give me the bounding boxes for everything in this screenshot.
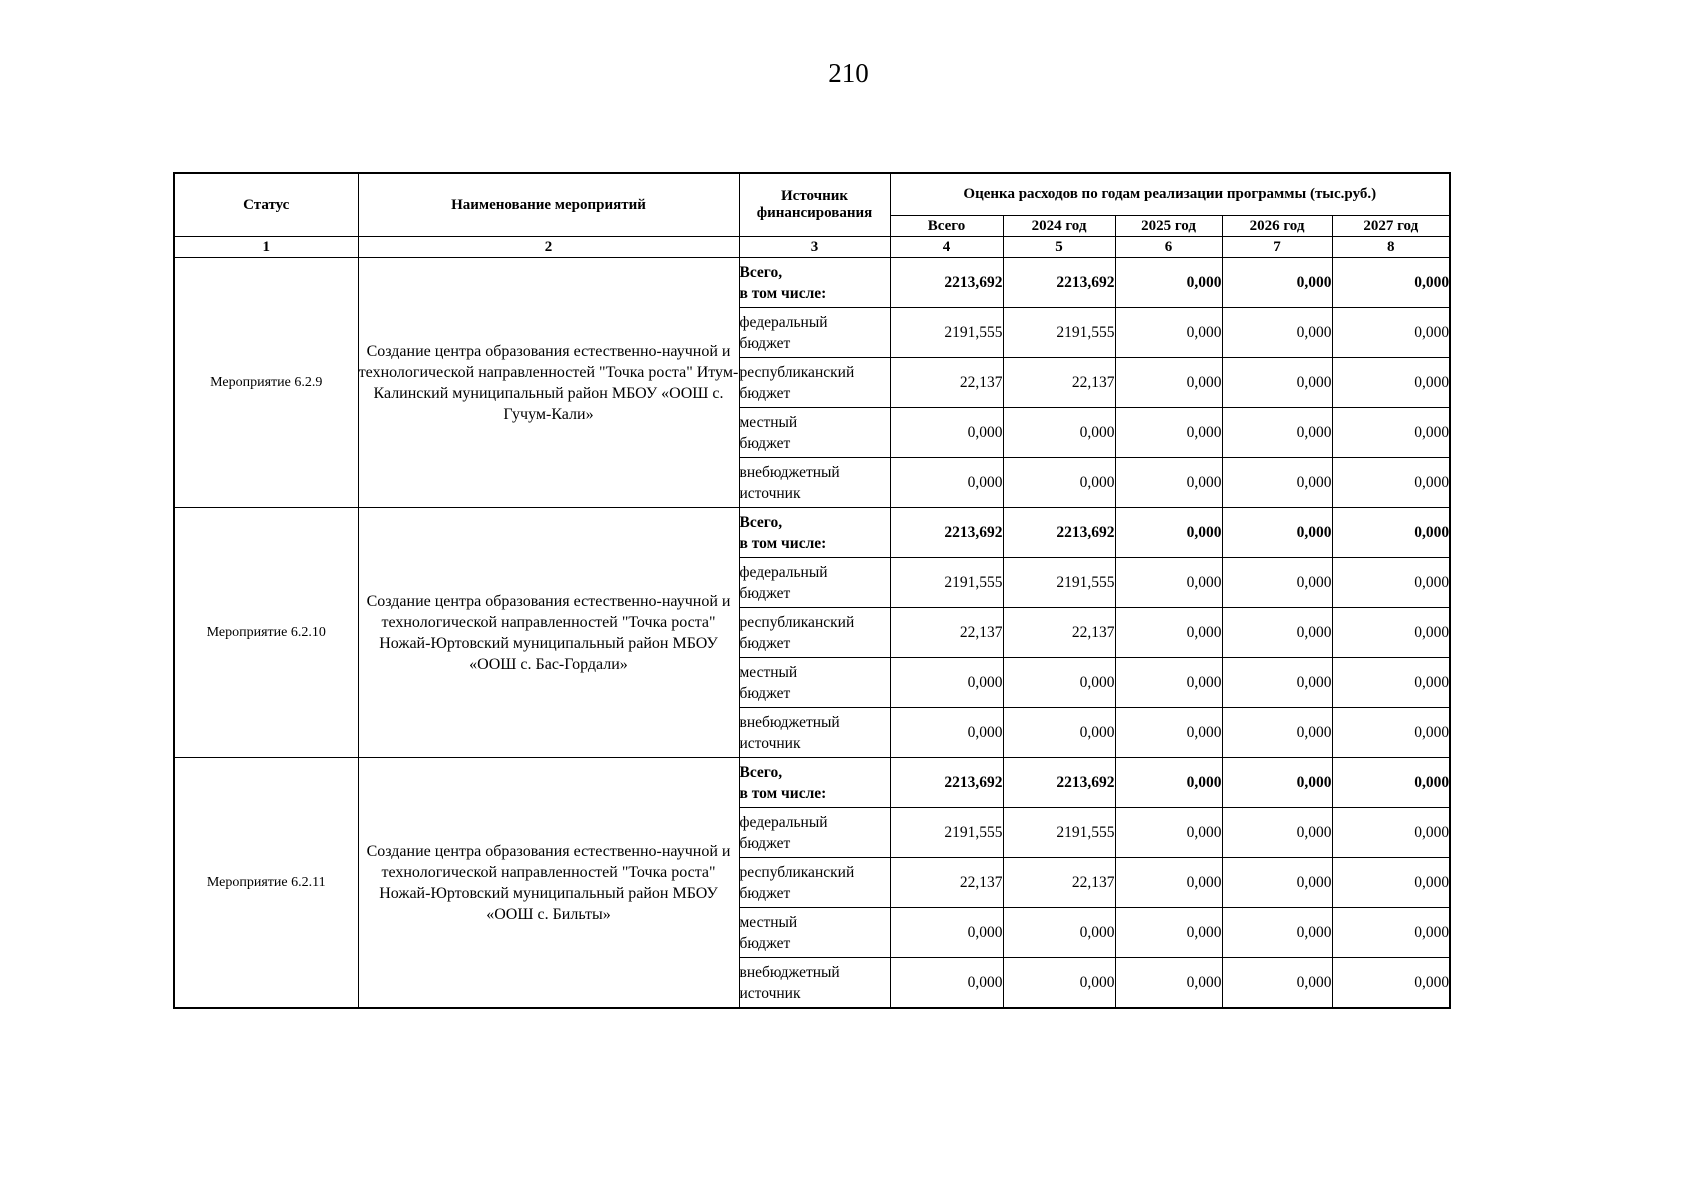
amount-year-2026: 0,000 (1222, 358, 1332, 408)
amount-year-2025: 0,000 (1115, 858, 1222, 908)
amount-year-2024: 22,137 (1003, 358, 1115, 408)
amount-year-2025: 0,000 (1115, 658, 1222, 708)
column-number-row (174, 237, 1450, 258)
amount-year-2027: 0,000 (1332, 508, 1450, 558)
amount-year-2027: 0,000 (1332, 558, 1450, 608)
header-row (174, 173, 1450, 216)
table-row-total (174, 758, 1450, 808)
amount-year-2025: 0,000 (1115, 958, 1222, 1009)
column-number: 4 (890, 237, 1003, 258)
amount-year-2027: 0,000 (1332, 608, 1450, 658)
table-row-total (174, 258, 1450, 308)
amount-year-2027: 0,000 (1332, 408, 1450, 458)
amount-year-2026: 0,000 (1222, 658, 1332, 708)
column-number: 3 (739, 237, 890, 258)
amount-year-2024: 0,000 (1003, 708, 1115, 758)
amount-year-2026: 0,000 (1222, 258, 1332, 308)
amount-year-2025: 0,000 (1115, 508, 1222, 558)
amount-year-2025: 0,000 (1115, 758, 1222, 808)
amount-year-2026: 0,000 (1222, 458, 1332, 508)
header-status: Статус (174, 173, 358, 237)
amount-year-2027: 0,000 (1332, 908, 1450, 958)
amount-total: 0,000 (890, 408, 1003, 458)
amount-total: 0,000 (890, 658, 1003, 708)
activity-name: Создание центра образования естественно-научной и технологической направленностей "Точка роста" Ножай-Юртовский муниципальный район МБОУ «ООШ с. Бильты» (358, 758, 739, 1009)
table-row-total (174, 508, 1450, 558)
amount-year-2024: 2213,692 (1003, 758, 1115, 808)
amount-year-2026: 0,000 (1222, 908, 1332, 958)
funding-source-label: местный бюджет (739, 908, 890, 958)
amount-year-2025: 0,000 (1115, 358, 1222, 408)
column-number: 1 (174, 237, 358, 258)
funding-source-label: федеральный бюджет (739, 308, 890, 358)
activity-name: Создание центра образования естественно-научной и технологической направленностей "Точка роста" Итум-Калинский муниципальный район МБОУ «ООШ с. Гучум-Кали» (358, 258, 739, 508)
amount-year-2027: 0,000 (1332, 258, 1450, 308)
amount-total: 22,137 (890, 858, 1003, 908)
amount-total: 2191,555 (890, 308, 1003, 358)
amount-year-2024: 0,000 (1003, 958, 1115, 1009)
amount-year-2027: 0,000 (1332, 858, 1450, 908)
funding-source-label: Всего, в том числе: (739, 258, 890, 308)
amount-year-2024: 0,000 (1003, 658, 1115, 708)
header-year-2026: 2026 год (1222, 216, 1332, 237)
funding-source-label: Всего, в том числе: (739, 508, 890, 558)
column-number: 2 (358, 237, 739, 258)
amount-year-2026: 0,000 (1222, 808, 1332, 858)
column-number: 7 (1222, 237, 1332, 258)
header-year-2025: 2025 год (1115, 216, 1222, 237)
amount-year-2025: 0,000 (1115, 808, 1222, 858)
funding-source-label: внебюджетный источник (739, 958, 890, 1009)
amount-year-2026: 0,000 (1222, 308, 1332, 358)
amount-year-2024: 2213,692 (1003, 508, 1115, 558)
funding-source-label: внебюджетный источник (739, 458, 890, 508)
amount-total: 0,000 (890, 708, 1003, 758)
activity-name: Создание центра образования естественно-научной и технологической направленностей "Точка роста" Ножай-Юртовский муниципальный район МБОУ «ООШ с. Бас-Гордали» (358, 508, 739, 758)
amount-year-2024: 0,000 (1003, 908, 1115, 958)
amount-year-2025: 0,000 (1115, 708, 1222, 758)
page-number: 210 (828, 58, 869, 88)
activity-status: Мероприятие 6.2.11 (174, 758, 358, 1009)
amount-year-2027: 0,000 (1332, 658, 1450, 708)
amount-year-2027: 0,000 (1332, 358, 1450, 408)
amount-total: 22,137 (890, 358, 1003, 408)
column-number: 8 (1332, 237, 1450, 258)
amount-year-2027: 0,000 (1332, 708, 1450, 758)
amount-year-2024: 2213,692 (1003, 258, 1115, 308)
amount-year-2027: 0,000 (1332, 308, 1450, 358)
amount-year-2025: 0,000 (1115, 408, 1222, 458)
funding-source-label: федеральный бюджет (739, 808, 890, 858)
funding-source-label: внебюджетный источник (739, 708, 890, 758)
amount-year-2026: 0,000 (1222, 708, 1332, 758)
amount-total: 2213,692 (890, 508, 1003, 558)
amount-year-2025: 0,000 (1115, 908, 1222, 958)
amount-year-2024: 0,000 (1003, 408, 1115, 458)
amount-year-2026: 0,000 (1222, 608, 1332, 658)
amount-year-2024: 22,137 (1003, 608, 1115, 658)
amount-total: 2191,555 (890, 808, 1003, 858)
amount-total: 2213,692 (890, 258, 1003, 308)
amount-year-2027: 0,000 (1332, 458, 1450, 508)
header-name: Наименование мероприятий (358, 173, 739, 237)
amount-total: 0,000 (890, 458, 1003, 508)
activity-status: Мероприятие 6.2.9 (174, 258, 358, 508)
amount-year-2027: 0,000 (1332, 758, 1450, 808)
header-source: Источник финансирования (739, 173, 890, 237)
amount-year-2026: 0,000 (1222, 408, 1332, 458)
header-estimate: Оценка расходов по годам реализации программы (тыс.руб.) (890, 173, 1450, 216)
funding-source-label: республиканский бюджет (739, 858, 890, 908)
amount-year-2026: 0,000 (1222, 558, 1332, 608)
amount-year-2024: 22,137 (1003, 858, 1115, 908)
funding-source-label: Всего, в том числе: (739, 758, 890, 808)
amount-total: 2213,692 (890, 758, 1003, 808)
amount-year-2024: 0,000 (1003, 458, 1115, 508)
column-number: 5 (1003, 237, 1115, 258)
amount-year-2026: 0,000 (1222, 508, 1332, 558)
funding-source-label: республиканский бюджет (739, 358, 890, 408)
header-year-2027: 2027 год (1332, 216, 1450, 237)
activity-status: Мероприятие 6.2.10 (174, 508, 358, 758)
header-year-2024: 2024 год (1003, 216, 1115, 237)
column-number: 6 (1115, 237, 1222, 258)
funding-source-label: местный бюджет (739, 658, 890, 708)
amount-year-2025: 0,000 (1115, 558, 1222, 608)
amount-year-2026: 0,000 (1222, 758, 1332, 808)
header-total: Всего (890, 216, 1003, 237)
amount-year-2024: 2191,555 (1003, 308, 1115, 358)
funding-source-label: республиканский бюджет (739, 608, 890, 658)
amount-year-2025: 0,000 (1115, 258, 1222, 308)
amount-year-2026: 0,000 (1222, 858, 1332, 908)
table-body (174, 258, 1450, 1009)
budget-table (173, 172, 1451, 1009)
amount-year-2025: 0,000 (1115, 608, 1222, 658)
funding-source-label: федеральный бюджет (739, 558, 890, 608)
amount-year-2024: 2191,555 (1003, 808, 1115, 858)
amount-total: 2191,555 (890, 558, 1003, 608)
amount-total: 22,137 (890, 608, 1003, 658)
amount-year-2026: 0,000 (1222, 958, 1332, 1009)
amount-year-2027: 0,000 (1332, 958, 1450, 1009)
amount-total: 0,000 (890, 958, 1003, 1009)
amount-year-2025: 0,000 (1115, 458, 1222, 508)
amount-year-2024: 2191,555 (1003, 558, 1115, 608)
amount-year-2027: 0,000 (1332, 808, 1450, 858)
funding-source-label: местный бюджет (739, 408, 890, 458)
amount-year-2025: 0,000 (1115, 308, 1222, 358)
amount-total: 0,000 (890, 908, 1003, 958)
